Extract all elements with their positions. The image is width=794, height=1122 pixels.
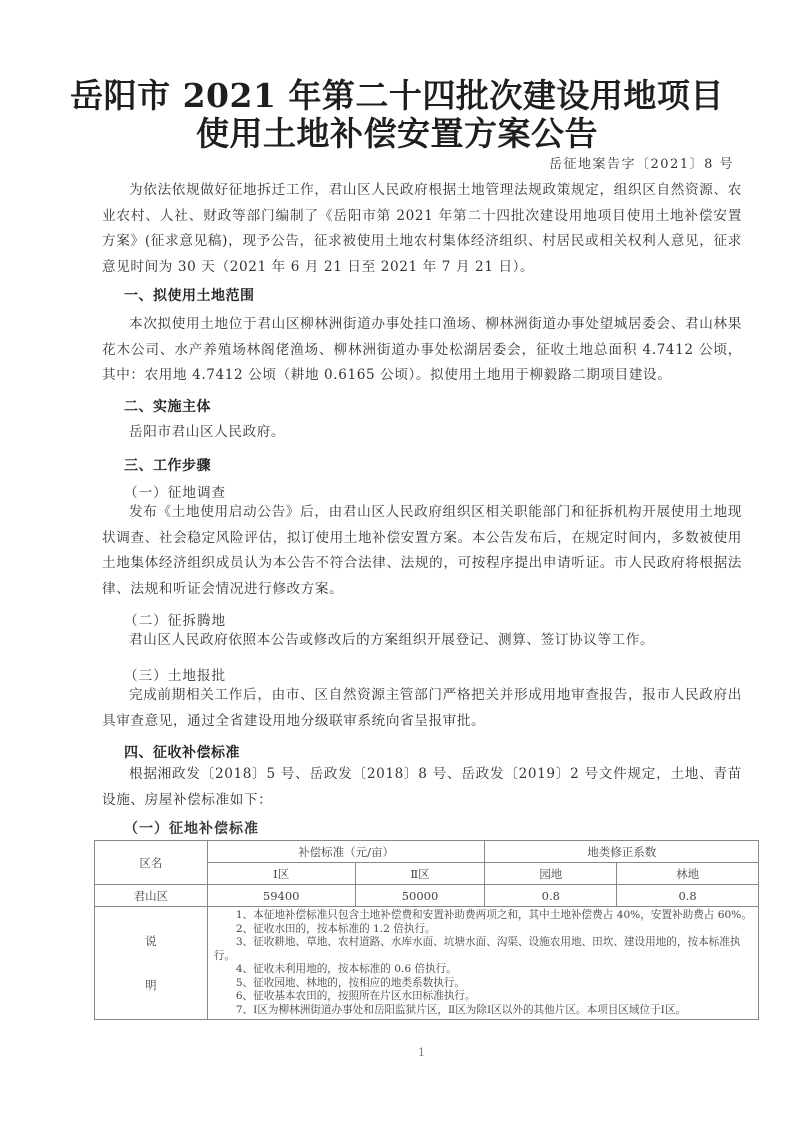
section-3-heading: 三、工作步骤 <box>124 458 211 474</box>
cell-forest: 0.8 <box>617 885 759 907</box>
title-line-1: 岳阳市 2021 年第二十四批次建设用地项目 <box>70 76 724 115</box>
note-item: 3、征收耕地、草地、农村道路、水库水面、坑塘水面、沟渠、设施农用地、田坎、建设用地的，按本标准执行。 <box>213 936 741 962</box>
header-garden: 园地 <box>485 863 617 885</box>
section-4-heading: 四、征收补偿标准 <box>124 745 240 761</box>
cell-zone-2: 50000 <box>355 885 485 907</box>
note-item: 4、征收未利用地的，按本标准的 0.6 倍执行。 <box>235 963 457 975</box>
header-forest: 林地 <box>617 863 759 885</box>
header-standard: 补偿标准（元/亩） <box>207 841 485 863</box>
header-zone-2: Ⅱ区 <box>355 863 485 885</box>
compensation-table <box>94 840 759 1020</box>
notes-label-2: 明 <box>145 978 157 992</box>
header-district: 区名 <box>95 841 208 885</box>
document-number: 岳征地案告字〔2021〕8 号 <box>549 157 734 172</box>
section-4-subheading: （一）征地补偿标准 <box>124 821 259 837</box>
header-coefficient: 地类修正系数 <box>485 841 759 863</box>
step-2-title: （二）征拆腾地 <box>124 613 227 629</box>
table-row <box>95 885 759 907</box>
note-item: 7、Ⅰ区为柳林洲街道办事处和岳阳监狱片区，Ⅱ区为除Ⅰ区以外的其他片区。本项目区域位于Ⅰ区。 <box>235 1003 687 1016</box>
notes-row <box>95 907 759 1020</box>
step-3-title: （三）土地报批 <box>124 668 227 684</box>
step-3-text: 完成前期相关工作后，由市、区自然资源主管部门严格把关并形成用地审查报告，报市人民政府出具审查意见，通过全省建设用地分级联审系统向省呈报审批。 <box>102 687 742 729</box>
section-1-heading: 一、拟使用土地范围 <box>124 288 255 304</box>
title-line-2: 使用土地补偿安置方案公告 <box>196 114 598 153</box>
section-1-text: 本次拟使用土地位于君山区柳林洲街道办事处挂口渔场、柳林洲街道办事处望城居委会、君山林果花木公司、水产养殖场林阁佬渔场、柳林洲街道办事处松湖居委会，征收土地总面积 4.7412 公顷，其中：农用地 4.7412 公顷（耕地 0.6165 公顷）。拟使用土地用于柳毅路二期项目建设。 <box>102 316 742 383</box>
intro-paragraph: 为依法依规做好征地拆迁工作，君山区人民政府根据土地管理法规政策规定，组织区自然资源、农业农村、人社、财政等部门编制了《岳阳市第 2021 年第二十四批次建设用地项目使用土地补偿安置方案》(征求意见稿)，现予公告，征求被使用土地农村集体经济组织、村居民或相关权利人意见，征求意见时间为 30 天（2021 年 6 月 21 日至 2021 年 7 月 21 日）。 <box>102 182 742 275</box>
note-item: 2、征收水田的，按本标准的 1.2 倍执行。 <box>235 922 436 935</box>
cell-zone-1: 59400 <box>207 885 355 907</box>
cell-garden: 0.8 <box>485 885 617 907</box>
section-4-text: 根据湘政发〔2018〕5 号、岳政发〔2018〕8 号、岳政发〔2019〕2 号文件规定，土地、青苗设施、房屋补偿标准如下： <box>102 766 742 808</box>
step-1-text: 发布《土地使用启动公告》后，由君山区人民政府组织区相关职能部门和征拆机构开展使用土地现状调查、社会稳定风险评估，拟订使用土地补偿安置方案。本公告发布后，在规定时间内，多数被使用土地集体经济组织成员认为本公告不符合法律、法规的，可按程序提出申请听证。市人民政府将根据法律、法规和听证会情况进行修改方案。 <box>102 504 742 597</box>
page-number: 1 <box>418 1046 425 1059</box>
section-2-text: 岳阳市君山区人民政府。 <box>129 424 286 440</box>
note-item: 1、本征地补偿标准只包含土地补偿费和安置补助费两项之和，其中土地补偿费占 40%，安置补助费占 60%。 <box>235 909 752 921</box>
note-item: 6、征收基本农田的，按照所在片区水田标准执行。 <box>235 990 476 1002</box>
section-2-heading: 二、实施主体 <box>124 399 211 415</box>
notes-label-1: 说 <box>145 934 157 948</box>
header-zone-1: Ⅰ区 <box>207 863 355 885</box>
notes-label <box>95 907 208 1020</box>
table-header-row <box>95 841 759 863</box>
step-1-title: （一）征地调查 <box>124 485 227 501</box>
note-item: 5、征收园地、林地的，按相应的地类系数执行。 <box>235 976 466 989</box>
step-2-text: 君山区人民政府依照本公告或修改后的方案组织开展登记、测算、签订协议等工作。 <box>129 632 655 648</box>
notes-content <box>207 907 758 1020</box>
cell-district: 君山区 <box>95 885 208 907</box>
